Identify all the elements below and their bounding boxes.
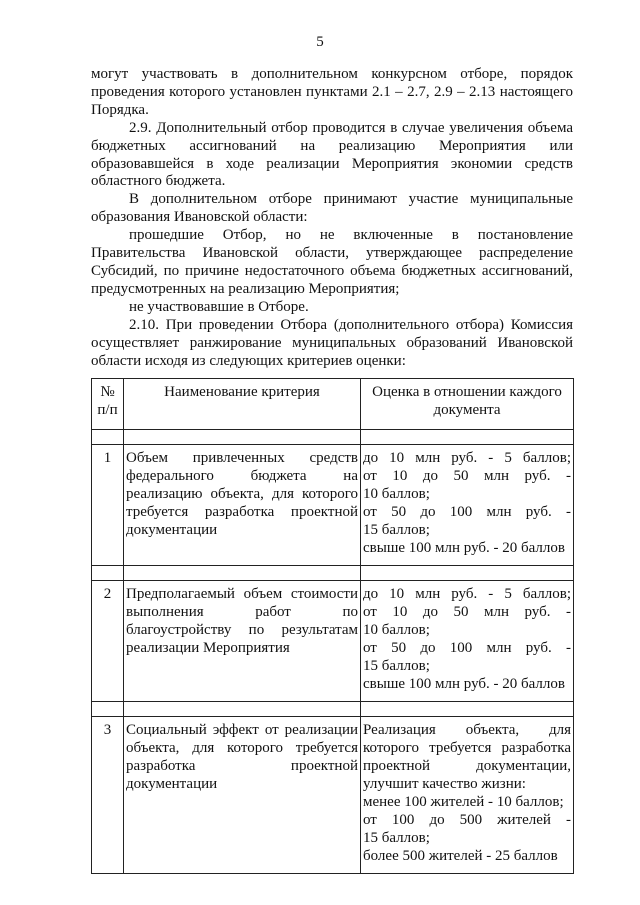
score-line: от 50 до 100 млн руб. - [363, 504, 571, 520]
score-line: менее 100 жителей - 10 баллов; [363, 794, 564, 810]
score-line: Реализация объекта, для [363, 722, 571, 738]
table-spacer-row [92, 566, 574, 581]
score-line: более 500 жителей - 25 баллов [363, 848, 558, 864]
paragraph-not-participated: не участвовавшие в Отборе. [129, 298, 309, 315]
score-line: которого требуется разработка [363, 740, 571, 756]
score-line: 10 баллов; [363, 622, 430, 638]
table-row [92, 581, 574, 702]
paragraph-passed-selection: прошедшие Отбор, но не включенные в постановление Правительства Ивановской области, утверждающее распределение Субсидий, по причине недостаточного объема бюджетных ассигнований, предусмотренных на реализацию Мероприятия; [91, 227, 573, 297]
row-criterion: Предполагаемый объем стоимости выполнения работ по благоустройству по результатам реализации Мероприятия [124, 581, 361, 702]
score-line: до 10 млн руб. - 5 баллов; [363, 586, 571, 602]
paragraph-2-10: 2.10. При проведении Отбора (дополнительного отбора) Комиссия осуществляет ранжирование муниципальных образований Ивановской области исходя из следующих критериев оценки: [91, 316, 573, 369]
score-line: от 10 до 50 млн руб. - [363, 468, 571, 484]
paragraph-2-9: 2.9. Дополнительный отбор проводится в случае увеличения объема бюджетных ассигнований на реализацию Мероприятия или образовавшейся в ходе реализации Мероприятия экономии средств областного бюджета. [91, 119, 573, 190]
score-line: до 10 млн руб. - 5 баллов; [363, 450, 571, 466]
score-line: свыше 100 млн руб. - 20 баллов [363, 676, 565, 692]
score-line: 10 баллов; [363, 486, 430, 502]
row-criterion: Объем привлеченных средств федерального бюджета на реализацию объекта, для которого требуется разработка проектной документации [124, 445, 361, 566]
score-line: 15 баллов; [363, 658, 430, 674]
paragraph-continuation: могут участвовать в дополнительном конкурсном отборе, порядок проведения которого установлен пунктами 2.1 – 2.7, 2.9 – 2.13 настоящего Порядка. [91, 66, 573, 118]
row-number: 2 [92, 581, 124, 702]
score-line: от 50 до 100 млн руб. - [363, 640, 571, 656]
document-body [91, 66, 573, 370]
header-criterion: Наименование критерия [124, 379, 361, 430]
page-number: 5 [316, 34, 324, 50]
row-criterion: Социальный эффект от реализации объекта, для которого требуется разработка проектной документации [124, 717, 361, 874]
score-line: улучшит качество жизни: [363, 776, 526, 792]
table-row [92, 717, 574, 874]
criteria-table [91, 378, 574, 874]
score-line: 15 баллов; [363, 830, 430, 846]
header-score: Оценка в отношении каждого документа [361, 379, 574, 430]
score-line: от 10 до 50 млн руб. - [363, 604, 571, 620]
header-number: № п/п [92, 379, 124, 430]
table-header-row [92, 379, 574, 430]
row-number: 3 [92, 717, 124, 874]
table-spacer-row [92, 702, 574, 717]
score-line: от 100 до 500 жителей - [363, 812, 571, 828]
table-row [92, 445, 574, 566]
row-score [361, 581, 574, 702]
table-spacer-row [92, 430, 574, 445]
row-score [361, 717, 574, 874]
row-score [361, 445, 574, 566]
score-line: проектной документации, [363, 758, 571, 774]
score-line: 15 баллов; [363, 522, 430, 538]
row-number: 1 [92, 445, 124, 566]
score-line: свыше 100 млн руб. - 20 баллов [363, 540, 565, 556]
paragraph-participants: В дополнительном отборе принимают участие муниципальные образования Ивановской области: [91, 191, 573, 226]
